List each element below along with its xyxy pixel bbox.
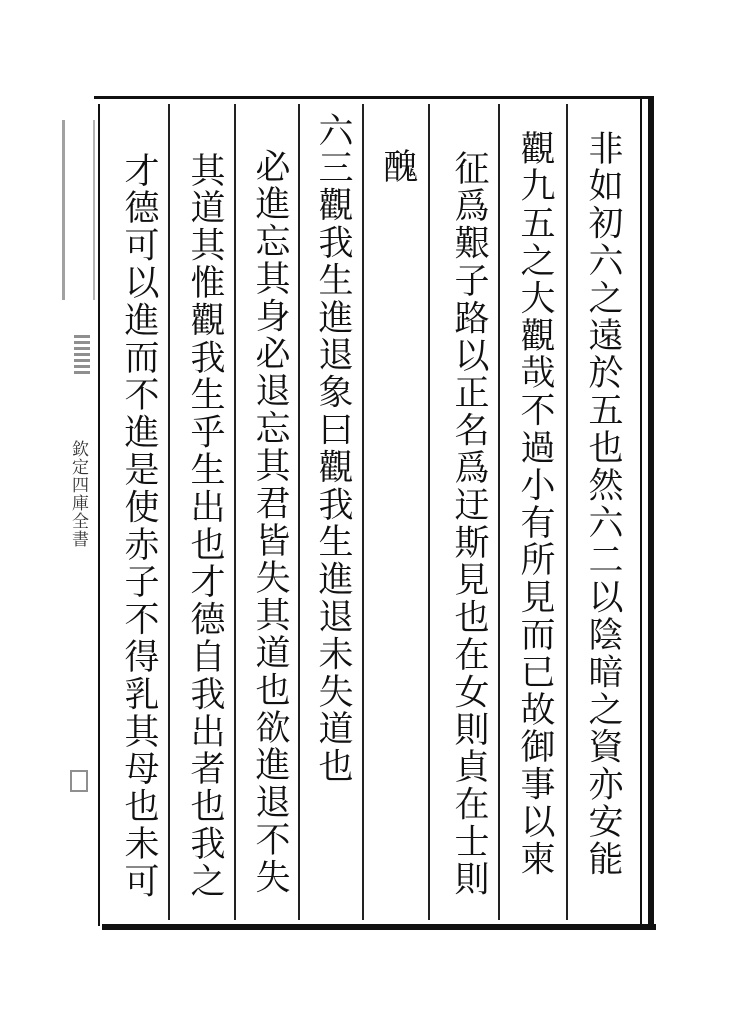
text-column-5: 六三觀我生進退象曰觀我生進退未失道也 (313, 112, 353, 786)
text-column-3: 征爲艱子路以正名爲迂斯見也在女則貞在士則 (449, 150, 489, 898)
column-rule (168, 104, 170, 920)
column-rule (298, 104, 300, 920)
column-rule (498, 104, 500, 920)
frame-bottom-border (102, 924, 656, 930)
text-column-7: 其道其惟觀我生乎生出也才德自我出者也我之 (185, 152, 225, 900)
text-column-6: 必進忘其身必退忘其君皆失其道也欲進退不失 (250, 148, 290, 896)
frame-top-border (94, 96, 654, 99)
margin-title: 欽定四庫全書 (68, 440, 88, 548)
text-column-4: 醜 (378, 148, 418, 186)
text-column-8: 才德可以進而不進是使赤子不得乳其母也未可 (119, 152, 159, 900)
frame-right-inner-border (640, 96, 642, 926)
text-column-1: 非如初六之遠於五也然六二以陰暗之資亦安能 (583, 130, 623, 878)
margin-tick-mark (70, 770, 88, 792)
column-rule (362, 104, 364, 920)
margin-page-mark (74, 335, 90, 375)
column-rule (566, 104, 568, 920)
frame-left-border (98, 104, 100, 926)
text-column-2: 觀九五之大觀哉不過小有所見而已故御事以柬 (515, 130, 555, 878)
column-rule (234, 104, 236, 920)
column-rule (428, 104, 430, 920)
frame-right-border (648, 96, 654, 930)
margin-fishtail-mark (62, 120, 95, 300)
